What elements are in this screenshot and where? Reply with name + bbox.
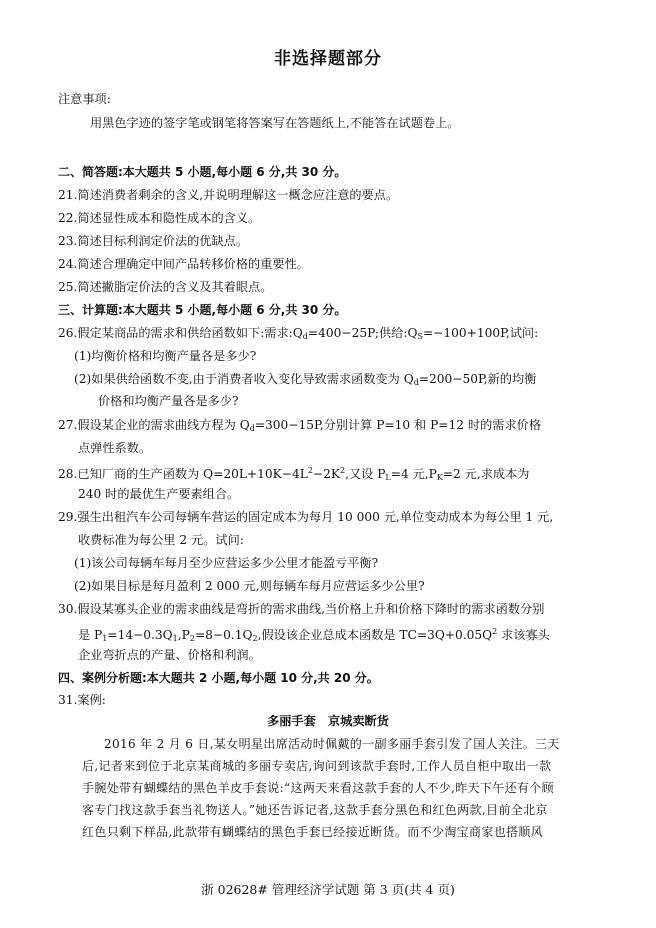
q28-text-d: =4 元,P	[390, 467, 437, 481]
page-footer: 浙 02628# 管理经济学试题 第 3 页(共 4 页)	[201, 882, 455, 897]
q28-text-a: 28.已知厂商的生产函数为 Q=20L+10K−4L	[58, 467, 308, 481]
page-title: 非选择题部分	[274, 49, 382, 69]
q30-text-e: ,假设该企业总成本函数是 TC=3Q+0.05Q	[257, 628, 493, 642]
question-29-cont: 收费标准为每公里 2 元。试问:	[78, 533, 244, 547]
question-29-1: (1)该公司每辆车每月至少应营运多少公里才能盈亏平衡?	[74, 556, 379, 570]
question-27	[58, 417, 541, 437]
q28-sub-l: L	[385, 473, 391, 482]
question-31: 31.案例:	[58, 693, 106, 707]
case-line-2: 后,记者来到位于北京某商城的多丽专卖店,询问到该款手套时,工作人员自柜中取出一款	[82, 759, 552, 773]
q26-text-c: =−100+100P,试问:	[422, 326, 539, 340]
section2-heading: 二、简答题:本大题共 5 小题,每小题 6 分,共 30 分。	[58, 165, 347, 179]
case-title: 多丽手套 京城卖断货	[267, 714, 389, 728]
question-28-cont: 240 时的最优生产要素组合。	[78, 487, 240, 501]
question-28	[58, 463, 529, 486]
q30-text-f: 求该寡头	[497, 628, 550, 642]
q26-text-b: =400−25P;供给:Q	[307, 326, 418, 340]
q30-sub-3: 2	[189, 634, 195, 643]
section3-heading: 三、计算题:本大题共 5 小题,每小题 6 分,共 30 分。	[58, 303, 347, 317]
q28-sup-1: 2	[307, 466, 313, 475]
case-line-1: 2016 年 2 月 6 日,某女明星出席活动时佩戴的一副多丽手套引发了国人关注。三天	[104, 737, 560, 751]
q30-sub-4: 2	[252, 634, 258, 643]
q28-text-c: ,又设 P	[345, 467, 386, 481]
question-30: 30.假设某寡头企业的需求曲线是弯折的需求曲线,当价格上升和价格下降时的需求函数分别	[58, 602, 545, 616]
question-26-1: (1)均衡价格和均衡产量各是多少?	[74, 349, 257, 363]
case-line-5: 红色只剩下样品,此款带有蝴蝶结的黑色手套已经接近断货。而不少淘宝商家也搭顺风	[82, 825, 544, 839]
q30-sup: 2	[492, 627, 498, 636]
notice-heading: 注意事项:	[58, 92, 111, 106]
q30-text-b: =14−0.3Q	[107, 628, 173, 642]
question-29-2: (2)如果目标是每月盈利 2 000 元,则每辆车每月应营运多少公里?	[74, 579, 425, 593]
question-22: 22.简述显性成本和隐性成本的含义。	[58, 211, 261, 225]
q26-2-text-b: =200−50P,新的均衡	[418, 372, 537, 386]
q28-sup-2: 2	[340, 466, 346, 475]
q30-text-a: 是 P	[78, 628, 103, 642]
question-29: 29.强生出租汽车公司每辆车营运的固定成本为每月 10 000 元,单位变动成本为每公里 1 元,	[58, 510, 554, 524]
question-26	[58, 325, 538, 345]
question-30-cont	[78, 624, 550, 647]
q30-sub-1: 1	[102, 634, 108, 643]
q28-sub-k: K	[436, 473, 443, 482]
q26-sub-d: d	[302, 332, 308, 341]
question-21: 21.简述消费者剩余的含义,并说明理解这一概念应注意的要点。	[58, 188, 399, 202]
question-24: 24.简述合理确定中间产品转移价格的重要性。	[58, 257, 309, 271]
section4-heading: 四、案例分析题:本大题共 2 小题,每小题 10 分,共 20 分。	[58, 671, 379, 685]
question-26-2-cont: 价格和均衡产量各是多少?	[98, 394, 239, 408]
q27-text-b: =300−15P,分别计算 P=10 和 P=12 时的需求价格	[254, 418, 542, 432]
question-30-cont2: 企业弯折点的产量、价格和利润。	[78, 648, 261, 662]
q30-sub-2: 1	[172, 634, 178, 643]
question-26-2	[74, 371, 536, 391]
q26-2-text-a: (2)如果供给函数不变,由于消费者收入变化导致需求函数变为 Q	[74, 372, 414, 386]
q30-text-c: ,P	[177, 628, 190, 642]
q28-text-b: −2K	[312, 467, 340, 481]
q26-2-sub-d: d	[413, 378, 419, 387]
question-25: 25.简述撇脂定价法的含义及其着眼点。	[58, 280, 273, 294]
notice-text: 用黑色字迹的签字笔或钢笔将答案写在答题纸上,不能答在试题卷上。	[90, 116, 460, 130]
q27-sub-d: d	[249, 424, 255, 433]
q30-text-d: =8−0.1Q	[194, 628, 253, 642]
q26-sub-s: S	[417, 332, 423, 341]
question-23: 23.简述目标利润定价法的优缺点。	[58, 234, 249, 248]
q27-text-a: 27.假设某企业的需求曲线方程为 Q	[58, 418, 250, 432]
q26-text-a: 26.假定某商品的需求和供给函数如下:需求:Q	[58, 326, 303, 340]
q28-text-e: =2 元,求成本为	[442, 467, 530, 481]
case-line-4: 客专门找这款手套当礼物送人。”她还告诉记者,这款手套分黑色和红色两款,目前全北京	[82, 803, 548, 817]
question-27-cont: 点弹性系数。	[78, 441, 152, 455]
case-line-3: 手腕处带有蝴蝶结的黑色羊皮手套说:“这两天来看这款手套的人不少,昨天下午还有个顾	[82, 781, 554, 795]
